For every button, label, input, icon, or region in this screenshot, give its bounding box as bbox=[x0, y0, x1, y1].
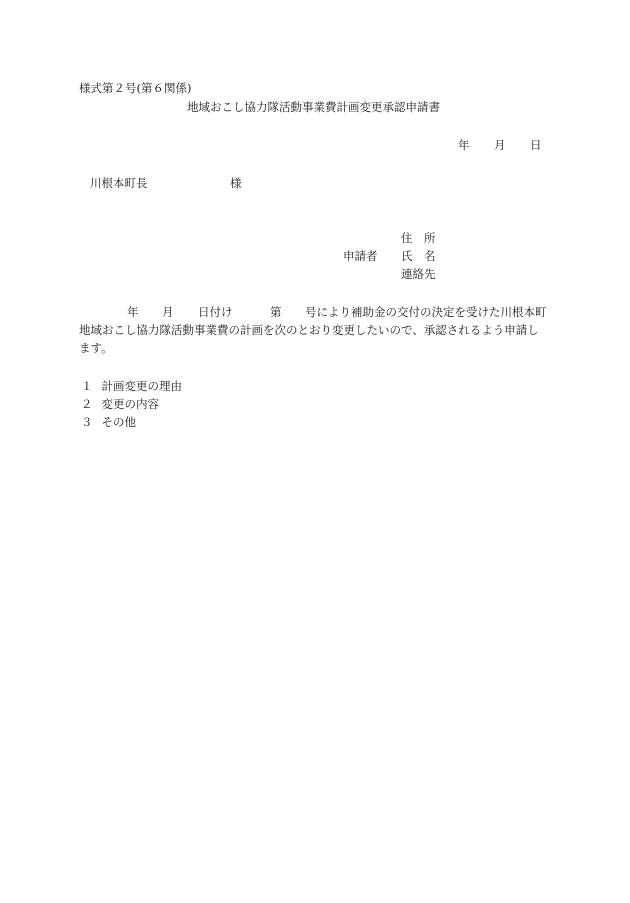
applicant-label: 申請者 bbox=[343, 249, 378, 263]
item-number: １ bbox=[81, 379, 93, 393]
item-number: ２ bbox=[81, 397, 93, 411]
item-label: 変更の内容 bbox=[101, 397, 159, 411]
body-month-label: 月 bbox=[162, 305, 174, 319]
address-label: 住 所 bbox=[401, 231, 436, 245]
list-item bbox=[81, 415, 136, 429]
date-day-label: 日 bbox=[530, 138, 542, 152]
item-number: ３ bbox=[81, 415, 93, 429]
item-label: その他 bbox=[101, 415, 136, 429]
date-month-label: 月 bbox=[494, 138, 506, 152]
item-label: 計画変更の理由 bbox=[101, 379, 182, 393]
addressee-honorific: 様 bbox=[230, 176, 242, 190]
body-line1-rest: 号により補助金の交付の決定を受けた川根本町 bbox=[305, 305, 547, 319]
body-line3: ます。 bbox=[79, 341, 113, 355]
body-year-label: 年 bbox=[127, 305, 139, 319]
addressee-name: 川根本町長 bbox=[90, 176, 148, 190]
name-label: 氏 名 bbox=[401, 249, 436, 263]
document-title: 地域おこし協力隊活動事業費計画変更承認申請書 bbox=[187, 100, 440, 114]
date-year-label: 年 bbox=[458, 138, 470, 152]
form-number: 様式第２号(第６関係) bbox=[79, 81, 192, 95]
body-line2: 地域おこし協力隊活動事業費の計画を次のとおり変更したいので、承認されるよう申請し bbox=[79, 323, 539, 337]
list-item bbox=[81, 397, 159, 411]
list-item bbox=[81, 379, 182, 393]
contact-label: 連絡先 bbox=[401, 267, 436, 281]
body-dated-label: 日付け bbox=[198, 305, 233, 319]
body-number-prefix: 第 bbox=[270, 305, 282, 319]
